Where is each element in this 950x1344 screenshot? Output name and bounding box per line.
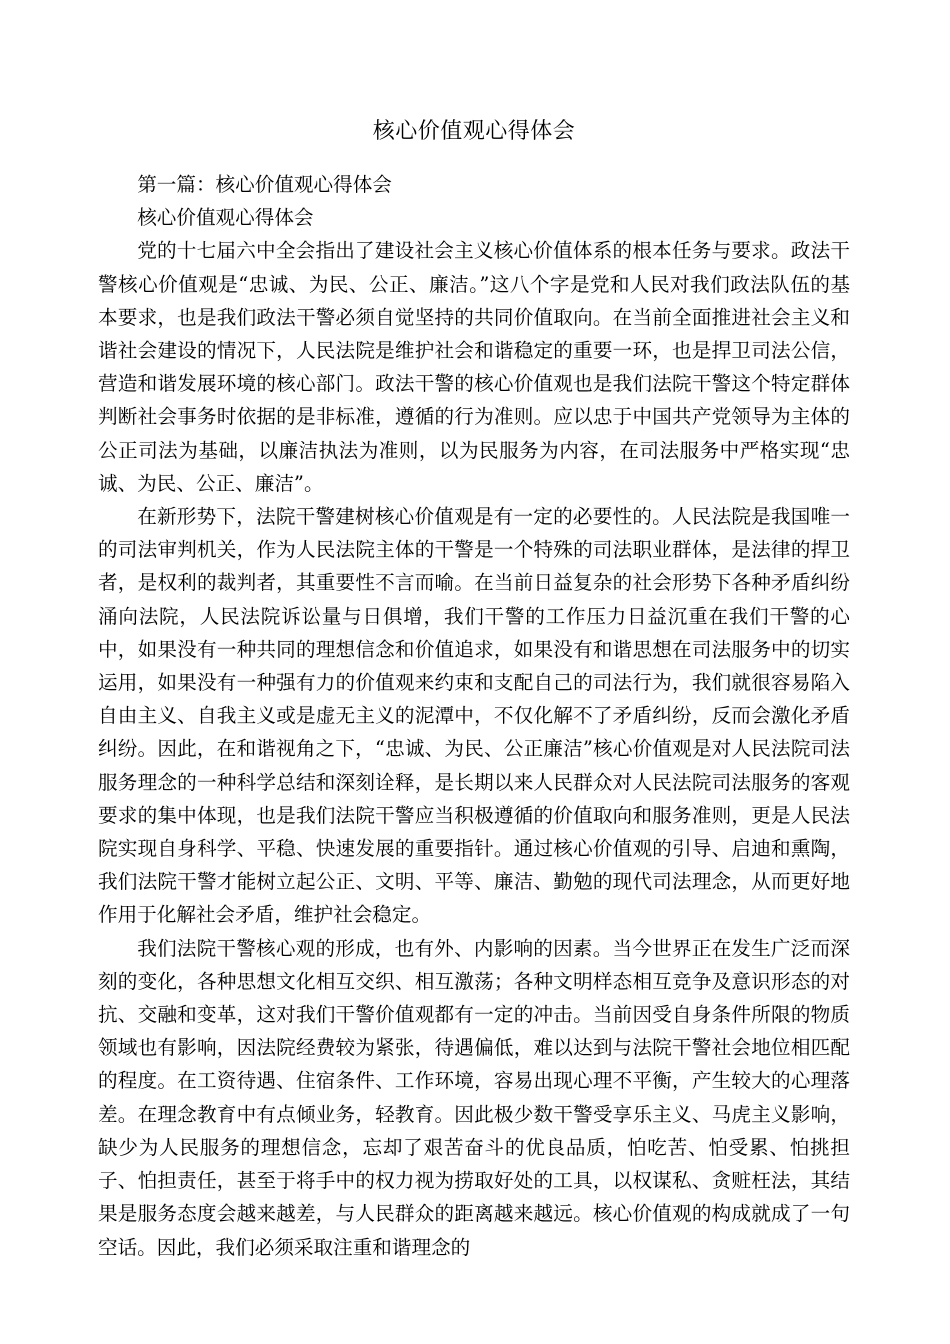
body-paragraph-2: 在新形势下，法院干警建树核心价值观是有一定的必要性的。人民法院是我国唯一的司法审判机关，作为人民法院主体的干警是一个特殊的司法职业群体，是法律的捍卫者，是权利的裁判者，其重要性不言而喻。在当前日益复杂的社会形势下各种矛盾纠纷涌向法院，人民法院诉讼量与日俱增，我们干警的工作压力日益沉重在我们干警的心中，如果没有一种共同的理想信念和价值追求，如果没有和谐思想在司法服务中的切实运用，如果没有一种强有力的价值观来约束和支配自己的司法行为，我们就很容易陷入自由主义、自我主义或是虚无主义的泥潭中，不仅化解不了矛盾纠纷，反而会激化矛盾纠纷。因此，在和谐视角之下，“忠诚、为民、公正廉洁”核心价值观是对人民法院司法服务理念的一种科学总结和深刻诠释，是长期以来人民群众对人民法院司法服务的客观要求的集中体现，也是我们法院干警应当积极遵循的价值取向和服务准则，更是人民法院实现自身科学、平稳、快速发展的重要指针。通过核心价值观的引导、启迪和熏陶，我们法院干警才能树立起公正、文明、平等、廉洁、勤勉的现代司法理念，从而更好地作用于化解社会矛盾，维护社会稳定。 bbox=[98, 505, 850, 927]
subheading: 核心价值观心得体会 bbox=[137, 206, 314, 230]
document-page bbox=[98, 116, 850, 1264]
body-paragraph-3: 我们法院干警核心观的形成，也有外、内影响的因素。当今世界正在发生广泛而深刻的变化，各种思想文化相互交织、相互激荡；各种文明样态相互竞争及意识形态的对抗、交融和变革，这对我们干警价值观都有一定的冲击。当前因受自身条件所限的物质领域也有影响，因法院经费较为紧张，待遇偏低，难以达到与法院干警社会地位相匹配的程度。在工资待遇、住宿条件、工作环境，容易出现心理不平衡，产生较大的心理落差。在理念教育中有点倾业务，轻教育。因此极少数干警受享乐主义、马虎主义影响，缺少为人民服务的理想信念，忘却了艰苦奋斗的优良品质，怕吃苦、怕受累、怕挑担子、怕担责任，甚至于将手中的权力视为捞取好处的工具，以权谋私、贪赃枉法，其结果是服务态度会越来越差，与人民群众的距离越来越远。核心价值观的构成就成了一句空话。因此，我们必须采取注重和谐理念的 bbox=[98, 936, 850, 1259]
body-paragraph-1: 党的十七届六中全会指出了建设社会主义核心价值体系的根本任务与要求。政法干警核心价值观是“忠诚、为民、公正、廉洁。”这八个字是党和人民对我们政法队伍的基本要求，也是我们政法干警必须自觉坚持的共同价值取向。在当前全面推进社会主义和谐社会建设的情况下，人民法院是维护社会和谐稳定的重要一环，也是捍卫司法公信，营造和谐发展环境的核心部门。政法干警的核心价值观也是我们法院干警这个特定群体判断社会事务时依据的是非标准，遵循的行为准则。应以忠于中国共产党领导为主体的公正司法为基础，以廉洁执法为准则，以为民服务为内容，在司法服务中严格实现“忠诚、为民、公正、廉洁”。 bbox=[98, 239, 850, 495]
section-heading: 第一篇：核心价值观心得体会 bbox=[137, 173, 392, 196]
document-title: 核心价值观心得体会 bbox=[372, 119, 576, 144]
